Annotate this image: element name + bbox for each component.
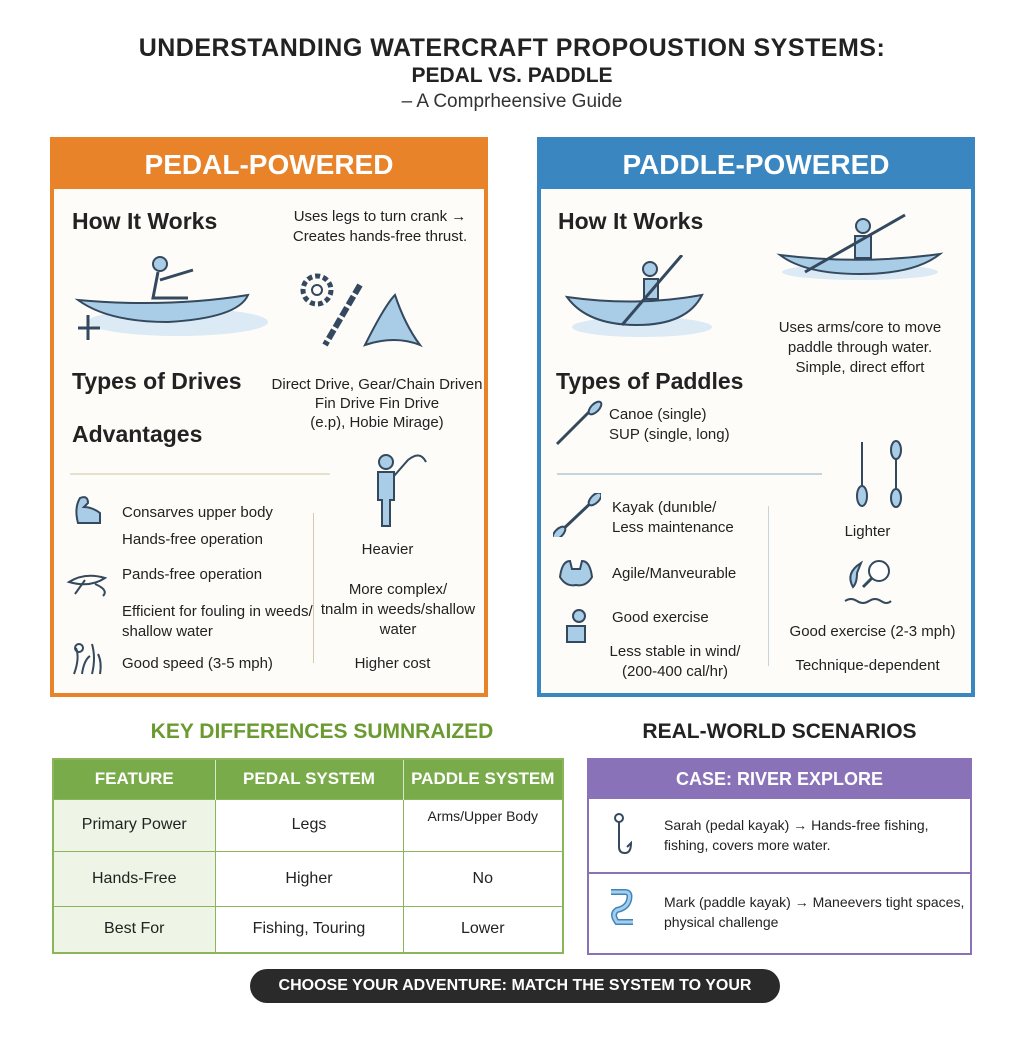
table-header-row: [53, 759, 563, 799]
double-paddle-icon: [553, 493, 601, 537]
subtitle: – A Comprhеensive Guide: [401, 91, 623, 112]
text-line: Canoe (single): [609, 406, 707, 423]
scenarios-heading: REAL-WORLD SCENARIOS: [642, 720, 917, 743]
paddle-disadv-2: Good exercise (2-3 mph): [789, 623, 956, 640]
divider: [557, 473, 822, 475]
paddle-disadv-3: Technique-dependent: [795, 657, 940, 674]
text-line: Direct Drive, Gear/Chain Driven: [271, 376, 483, 393]
fish-hook-icon: [611, 813, 635, 855]
paddle-header: PADDLE-POWERED: [541, 141, 971, 189]
text-line: Mark (paddle kayak) → Maneevers tight spaces,: [664, 894, 965, 910]
text-line: Simple, direct effort: [795, 359, 925, 376]
case-text: [664, 815, 929, 855]
case-header: CASE: RIVER EXPLORE: [589, 760, 970, 799]
paddle-disadv-1: Lighter: [844, 523, 891, 540]
text-line: (e.p), Hobie Mirage): [310, 414, 444, 431]
pedal-disadv-3: Higher cost: [354, 655, 431, 672]
paddle-how-text: [760, 318, 960, 378]
fisherman-icon: [360, 450, 432, 530]
weeds-icon: [70, 638, 106, 676]
table-row: [53, 906, 563, 953]
table-cell: Legs: [215, 799, 403, 851]
col-header: FEATURE: [53, 759, 215, 799]
pedal-adv-4: [122, 602, 313, 642]
differences-table: [52, 758, 564, 954]
divider: [70, 473, 330, 475]
pedal-adv-3: Pands-free operation: [122, 566, 263, 583]
pedal-disadv-2: [318, 580, 478, 640]
key-differences-heading: KEY DIFFERENCES SUMNRAIZED: [150, 720, 494, 743]
pedal-adv-5: Good speed (3-5 mph): [122, 655, 273, 672]
pedal-header: PEDAL-POWERED: [54, 141, 484, 189]
kayak-icon: [775, 210, 945, 285]
paddle-types-text: [609, 405, 730, 445]
flexed-arms-icon: [556, 557, 596, 589]
paddle-adv-3: Good exercise: [612, 609, 709, 626]
types-of-drives-heading: Types of Drives: [72, 368, 242, 394]
text-line: Kayak (dunıble/: [612, 499, 717, 516]
title-line-2: PEDAL VS. PADDLE: [411, 64, 613, 87]
case-box: [587, 758, 972, 955]
pedal-how-heading: How It Works: [72, 208, 218, 234]
table-cell: Arms/Upper Body: [403, 799, 563, 851]
text-line: Uses arms/core to move: [778, 319, 942, 336]
text-line: Fin Drive Fin Drive: [314, 395, 440, 412]
table-row: [53, 799, 563, 851]
table-cell: Best For: [53, 906, 215, 953]
text-line: fishing, covers more water.: [664, 837, 831, 853]
case-item: [589, 874, 970, 953]
shopping-cart-icon: [537, 1009, 559, 1027]
divider: [313, 513, 314, 663]
single-paddle-icon: [553, 400, 603, 450]
text-line: Creates hands-free thrust.: [292, 228, 468, 245]
case-item: [589, 799, 970, 874]
text-line: Uses legs to turn crank →: [293, 208, 467, 225]
text-line: More complex/: [348, 581, 448, 598]
table-cell: Hands-Free: [53, 851, 215, 906]
pedal-how-text: [280, 207, 480, 247]
water-magnifier-icon: [843, 557, 903, 605]
pedal-kayak-icon: [68, 250, 268, 350]
paddle-adv-4: [600, 642, 750, 682]
cta-text: CHOOSE YOUR ADVENTURE: MATCH THE SYSTEM TO YOUR STYLE!: [278, 977, 752, 1028]
paddle-adv-2: Agile/Manveurable: [612, 565, 737, 582]
table-cell: Fishing, Touring: [215, 906, 403, 953]
table-cell: Higher: [215, 851, 403, 906]
col-header: PEDAL SYSTEM: [215, 759, 403, 799]
pedal-disadv-1: Heavier: [361, 541, 414, 558]
text-line: Less stable in wind/: [609, 643, 741, 660]
text-line: water: [379, 621, 417, 638]
gear-chain-fin-icon: [295, 265, 445, 355]
table-cell: No: [403, 851, 563, 906]
fish-icon: [65, 568, 113, 598]
text-line: Sarah (pedal kayak) → Hands-free fishing,: [664, 817, 929, 833]
pedal-adv-1: Consarves upper body: [122, 504, 273, 521]
text-line: physical challenge: [664, 914, 779, 930]
types-of-paddles-heading: Types of Paddles: [556, 368, 744, 394]
table-row: [53, 851, 563, 906]
advantages-heading: Advantages: [72, 421, 203, 447]
text-line: tnalm in weeds/shallow: [320, 601, 476, 618]
title-line-1: UNDERSTANDING WATERCRAFT PROPOUSTION SYSTEMS:: [138, 34, 886, 62]
text-line: shallow water: [122, 623, 213, 640]
divider: [768, 506, 769, 666]
canoe-icon: [562, 255, 712, 345]
col-header: PADDLE SYSTEM: [403, 759, 563, 799]
paddles-icon: [850, 440, 910, 508]
paddle-how-heading: How It Works: [558, 208, 704, 234]
drive-types-text: [262, 375, 492, 432]
table-cell: Lower: [403, 906, 563, 953]
text-line: paddle through water.: [787, 339, 933, 356]
pedal-adv-2: Hands-free operation: [122, 531, 263, 548]
cta-banner[interactable]: [250, 969, 780, 1028]
text-line: SUP (single, long): [609, 426, 730, 443]
text-line: Efficient for fouling in weeds/: [122, 603, 313, 620]
text-line: Less maintenance: [612, 519, 734, 536]
table-cell: Primary Power: [53, 799, 215, 851]
exercise-person-icon: [563, 608, 593, 646]
winding-river-icon: [607, 886, 637, 934]
muscle-arm-icon: [72, 493, 104, 527]
paddle-adv-1: [612, 498, 734, 538]
text-line: (200-400 cal/hr): [622, 663, 728, 680]
case-text: [664, 892, 964, 932]
